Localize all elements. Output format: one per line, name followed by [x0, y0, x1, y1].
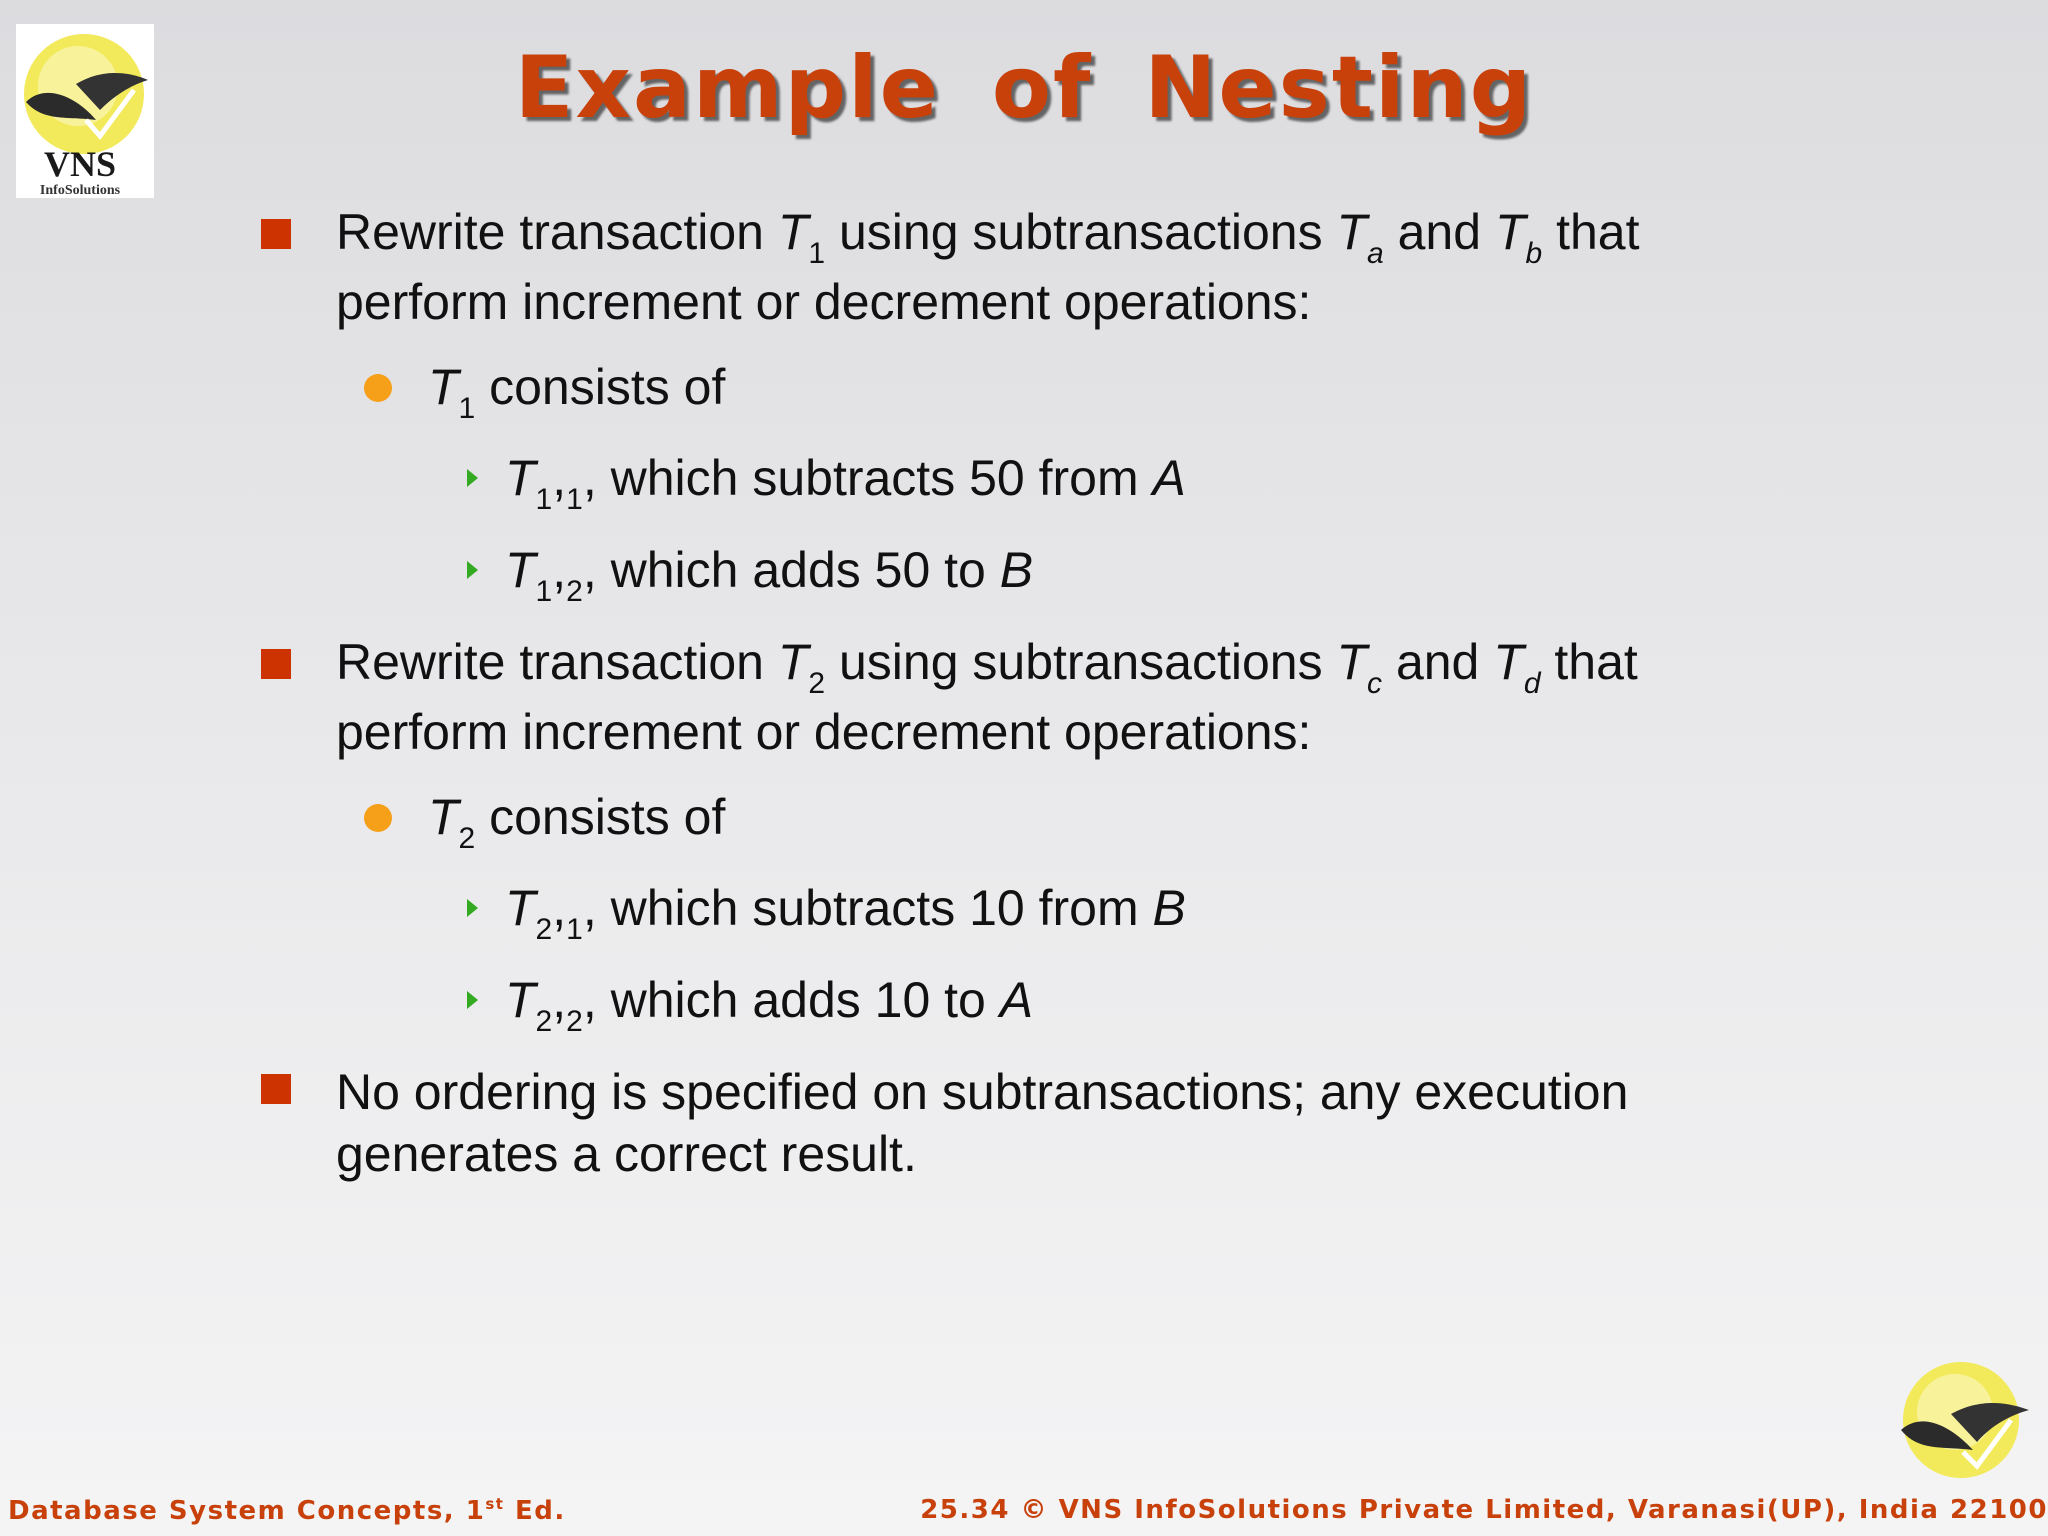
dot-bullet-icon [364, 804, 392, 832]
bullet-2-1-2: $T_2,_2$, which adds 10 to A [505, 972, 1034, 1038]
bullet-1-1-1: $T_1,_1$, which subtracts 50 from A [505, 450, 1186, 516]
arrow-bullet-icon [467, 899, 478, 917]
slide-title: Example of Nesting [514, 38, 1534, 138]
bullet-1-line-1: Rewrite transaction $T_1$ using subtransactions $T_a$ and $T_b$ that [336, 204, 1640, 270]
bullet-1-line-2: perform increment or decrement operations: [336, 274, 1312, 330]
svg-text:InfoSolutions: InfoSolutions [39, 183, 121, 198]
arrow-bullet-icon [467, 469, 478, 487]
bullet-3-line-1: No ordering is specified on subtransactions; any execution [336, 1064, 1629, 1120]
footer-left: Database System Concepts, 1st Ed. [8, 1495, 566, 1526]
arrow-bullet-icon [467, 561, 478, 579]
arrow-bullet-icon [467, 991, 478, 1009]
bullet-1-1: $T_1$ consists of [428, 359, 726, 425]
square-bullet-icon [261, 1074, 291, 1104]
footer-right: 25.34 © VNS InfoSolutions Private Limited, Varanasi(UP), India 22100 [920, 1495, 2048, 1525]
bullet-2-1-1: $T_2,_1$, which subtracts 10 from B [505, 880, 1186, 946]
square-bullet-icon [261, 649, 291, 679]
svg-text:VNS: VNS [43, 144, 117, 184]
square-bullet-icon [261, 219, 291, 249]
bullet-2-line-1: Rewrite transaction $T_2$ using subtransactions $T_c$ and $T_d$ that [336, 634, 1638, 700]
dot-bullet-icon [364, 374, 392, 402]
bullet-2-1: $T_2$ consists of [428, 789, 726, 855]
bullet-2-line-2: perform increment or decrement operations: [336, 704, 1312, 760]
bullet-3-line-2: generates a correct result. [336, 1126, 917, 1182]
bullet-1-1-2: $T_1,_2$, which adds 50 to B [505, 542, 1034, 608]
